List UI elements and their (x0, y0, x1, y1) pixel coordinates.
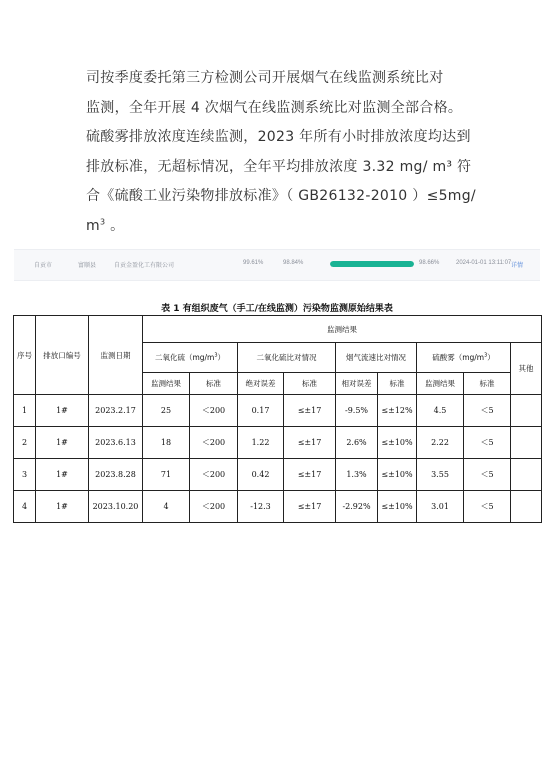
paragraph-line (86, 212, 486, 242)
cell-so2-std: ＜200 (190, 459, 238, 491)
cell-so2: 4 (143, 491, 190, 523)
unit-m: m (86, 217, 100, 234)
cell-other (511, 491, 542, 523)
header-so2-close: ） (217, 353, 226, 362)
subheader-rel-error: 相对误差 (336, 373, 378, 395)
cell-outlet: 1# (36, 491, 89, 523)
cell-so2-abs: -12.3 (238, 491, 284, 523)
cell-index: 2 (14, 427, 36, 459)
district-cell: 富顺县 (78, 263, 97, 269)
header-index: 序号 (14, 316, 36, 395)
cell-flow-std: ≤±10% (378, 427, 417, 459)
cell-so2: 25 (143, 395, 190, 427)
header-h2so4 (417, 343, 511, 373)
cell-outlet: 1# (36, 459, 89, 491)
completion-progress-bar (330, 261, 414, 267)
subheader-result: 监测结果 (143, 373, 190, 395)
cell-so2-abs-std: ≤±17 (284, 491, 336, 523)
header-h2so4-close: ） (487, 353, 495, 362)
city-cell: 自贡市 (34, 263, 53, 269)
cell-so2-abs-std: ≤±17 (284, 427, 336, 459)
progress-bar-fill (330, 261, 414, 267)
paragraph-line: 硫酸雾排放浓度连续监测，2023 年所有小时排放浓度均达到 (86, 129, 471, 145)
cell-date: 2023.6.13 (89, 427, 143, 459)
cell-so2-abs-std: ≤±17 (284, 395, 336, 427)
cell-other (511, 395, 542, 427)
subheader-result: 监测结果 (417, 373, 464, 395)
subheader-standard: 标准 (378, 373, 417, 395)
cell-so2-abs: 1.22 (238, 427, 284, 459)
cell-flow-std: ≤±10% (378, 491, 417, 523)
cell-so2-std: ＜200 (190, 395, 238, 427)
cell-so2-std: ＜200 (190, 491, 238, 523)
table-row (14, 459, 542, 491)
subheader-standard: 标准 (190, 373, 238, 395)
unit-superscript: 3 (99, 216, 106, 226)
rate-cell-1: 99.61% (243, 260, 264, 266)
sentence-end: 。 (105, 217, 125, 234)
rate-cell-2: 98.84% (283, 260, 304, 266)
cell-so2-std: ＜200 (190, 427, 238, 459)
report-paragraph (86, 64, 486, 241)
cell-date: 2023.10.20 (89, 491, 143, 523)
cell-outlet: 1# (36, 427, 89, 459)
header-other: 其他 (511, 343, 542, 395)
table-row (14, 395, 542, 427)
cell-flow-rel: -9.5% (336, 395, 378, 427)
cell-h2so4-std: ＜5 (464, 395, 511, 427)
cell-flow-rel: -2.92% (336, 491, 378, 523)
monitoring-results-table (13, 315, 542, 523)
subheader-abs-error: 绝对误差 (238, 373, 284, 395)
cell-index: 4 (14, 491, 36, 523)
monitoring-data-strip (14, 249, 540, 281)
datetime-cell: 2024-01-01 13:11:07 (456, 260, 512, 266)
subheader-standard: 标准 (464, 373, 511, 395)
cell-h2so4: 3.55 (417, 459, 464, 491)
cell-date: 2023.2.17 (89, 395, 143, 427)
paragraph-line: 合《硫酸工业污染物排放标准》（ GB26132-2010 ）≤5mg/ (86, 188, 476, 204)
paragraph-line: 排放标准，无超标情况，全年平均排放浓度 3.32 mg/ m³ 符 (86, 158, 472, 175)
cell-other (511, 459, 542, 491)
cell-h2so4-std: ＜5 (464, 459, 511, 491)
cell-index: 1 (14, 395, 36, 427)
subheader-standard: 标准 (284, 373, 336, 395)
cell-h2so4: 3.01 (417, 491, 464, 523)
header-flow-compare: 烟气流速比对情况 (336, 343, 417, 373)
cell-h2so4-std: ＜5 (464, 427, 511, 459)
header-h2so4-label: 硫酸雾（mg/m (432, 353, 485, 362)
header-so2 (143, 343, 238, 373)
header-h2so4-sup: 3 (484, 352, 488, 359)
cell-so2-abs: 0.42 (238, 459, 284, 491)
cell-flow-rel: 2.6% (336, 427, 378, 459)
header-outlet: 排放口编号 (36, 316, 89, 395)
cell-h2so4-std: ＜5 (464, 491, 511, 523)
header-date: 监测日期 (89, 316, 143, 395)
cell-flow-rel: 1.3% (336, 459, 378, 491)
table-row (14, 491, 542, 523)
cell-index: 3 (14, 459, 36, 491)
cell-outlet: 1# (36, 395, 89, 427)
header-so2-compare: 二氧化硫比对情况 (238, 343, 336, 373)
cell-other (511, 427, 542, 459)
cell-so2-abs-std: ≤±17 (284, 459, 336, 491)
rate-cell-3: 98.66% (419, 260, 440, 266)
header-results-group: 监测结果 (143, 316, 542, 343)
detail-link[interactable]: 详情 (511, 263, 524, 269)
cell-flow-std: ≤±10% (378, 459, 417, 491)
company-cell: 自贡金盈化工有限公司 (114, 263, 175, 269)
cell-h2so4: 4.5 (417, 395, 464, 427)
cell-h2so4: 2.22 (417, 427, 464, 459)
header-so2-label: 二氧化硫（mg/m (154, 353, 215, 362)
paragraph-line: 司按季度委托第三方检测公司开展烟气在线监测系统比对 (86, 70, 444, 86)
cell-so2: 71 (143, 459, 190, 491)
cell-so2: 18 (143, 427, 190, 459)
paragraph-line: 监测，全年开展 4 次烟气在线监测系统比对监测全部合格。 (86, 99, 463, 116)
table-row (14, 427, 542, 459)
header-so2-sup: 3 (214, 352, 218, 359)
table-title: 表 1 有组织废气（手工/在线监测）污染物监测原始结果表 (161, 304, 393, 314)
cell-date: 2023.8.28 (89, 459, 143, 491)
cell-flow-std: ≤±12% (378, 395, 417, 427)
cell-so2-abs: 0.17 (238, 395, 284, 427)
